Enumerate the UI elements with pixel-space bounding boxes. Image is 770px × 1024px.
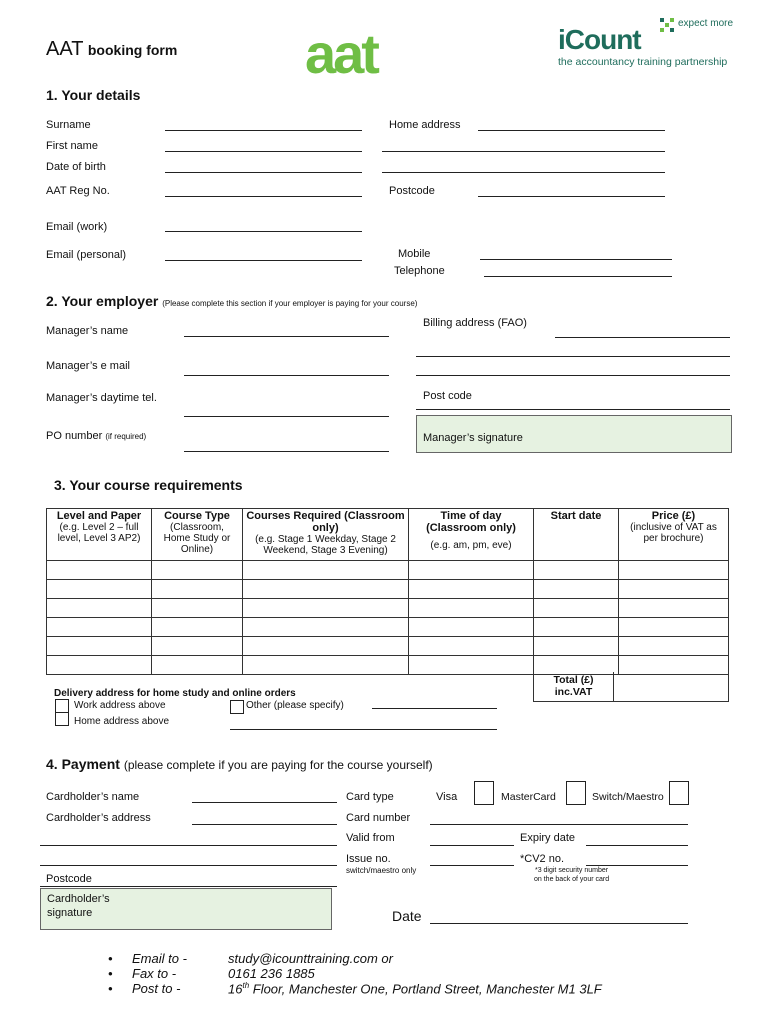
bullet-icon: • — [108, 981, 113, 997]
column-header — [243, 509, 409, 561]
course-heading: 3. Your course requirements — [54, 477, 243, 493]
valid-from-label: Valid from — [346, 832, 395, 844]
table-row[interactable] — [47, 599, 729, 618]
expiry-field[interactable] — [586, 845, 688, 846]
contact-post-row — [108, 981, 602, 996]
po-number-field[interactable] — [184, 451, 389, 452]
column-note: (e.g. am, pm, eve) — [430, 540, 512, 551]
reg-no-field[interactable] — [165, 196, 362, 197]
contact-post-sup: th — [242, 981, 250, 990]
signature-label-line: signature — [47, 907, 93, 919]
manager-signature-label: Manager’s signature — [423, 432, 523, 444]
icount-logo — [556, 14, 736, 74]
table-row[interactable] — [47, 637, 729, 656]
table-header-row — [47, 509, 729, 561]
column-title: Level and Paper — [56, 510, 142, 522]
payment-heading — [46, 756, 433, 772]
table-row[interactable] — [47, 580, 729, 599]
other-address-checkbox[interactable] — [230, 700, 244, 714]
column-note: (inclusive of VAT as — [630, 522, 717, 533]
bullet-icon: • — [108, 951, 113, 966]
other-address-field-2[interactable] — [230, 729, 497, 730]
payment-note: (please complete if you are paying for the course yourself) — [123, 758, 433, 772]
first-name-field[interactable] — [165, 151, 362, 152]
date-field[interactable] — [430, 923, 688, 924]
po-number-label — [46, 430, 146, 442]
contact-email-label: Email to - — [132, 951, 187, 966]
icount-subtitle: the accountancy training partnership — [558, 56, 728, 68]
signature-label-line: Cardholder’s — [47, 893, 110, 905]
issue-no-field[interactable] — [430, 865, 514, 866]
date-label: Date — [392, 908, 422, 924]
manager-name-field[interactable] — [184, 336, 389, 337]
contact-fax-row — [108, 966, 315, 981]
column-header — [619, 509, 729, 561]
card-number-field[interactable] — [430, 824, 688, 825]
valid-from-field[interactable] — [430, 845, 514, 846]
total-box[interactable] — [533, 672, 729, 702]
cardholder-name-label: Cardholder’s name — [46, 791, 140, 803]
table-row[interactable] — [47, 561, 729, 580]
cardholder-address-field-3[interactable] — [40, 865, 337, 866]
postcode-label: Postcode — [389, 185, 435, 197]
cardholder-address-field-2[interactable] — [40, 845, 337, 846]
card-number-label: Card number — [346, 812, 411, 824]
column-header — [534, 509, 619, 561]
column-title: Courses Required (Classroom only) — [246, 510, 405, 534]
contact-email-row — [108, 951, 393, 966]
delivery-heading: Delivery address for home study and online orders — [54, 688, 296, 699]
course-requirements-table — [46, 508, 729, 675]
contact-fax-label: Fax to - — [132, 966, 177, 981]
home-address-option-label: Home address above — [74, 716, 170, 727]
icount-tagline: expect more — [678, 18, 734, 29]
other-address-label: Other (please specify) — [246, 700, 344, 711]
email-personal-label: Email (personal) — [46, 249, 127, 261]
column-title: Time of day (Classroom only) — [426, 510, 516, 534]
telephone-label: Telephone — [394, 265, 445, 277]
switch-checkbox[interactable] — [669, 781, 689, 805]
billing-field-2[interactable] — [416, 356, 730, 357]
contact-post-label: Post to - — [132, 981, 181, 997]
payment-postcode-label: Postcode — [46, 873, 92, 885]
switch-only-note: switch/maestro only — [346, 866, 417, 875]
employer-note: (Please complete this section if your employer is paying for your course) — [162, 299, 418, 308]
home-address-label: Home address — [389, 119, 461, 131]
mastercard-checkbox[interactable] — [566, 781, 586, 805]
cardholder-signature-box[interactable] — [40, 888, 332, 930]
visa-checkbox[interactable] — [474, 781, 494, 805]
column-note: (Classroom, — [170, 522, 224, 533]
column-title: Price (£) — [651, 510, 696, 522]
work-address-label: Work address above — [74, 700, 166, 711]
column-note: (e.g. Level 2 – full — [59, 522, 139, 533]
mobile-label: Mobile — [398, 248, 431, 260]
cardholder-address-field-1[interactable] — [192, 824, 337, 825]
billing-label: Billing address (FAO) — [423, 317, 527, 329]
mobile-field[interactable] — [480, 259, 672, 260]
column-title: Start date — [550, 510, 602, 522]
aat-logo: aat — [305, 22, 377, 85]
work-address-checkbox[interactable] — [55, 699, 69, 713]
email-work-label: Email (work) — [46, 221, 108, 233]
manager-signature-box[interactable] — [416, 415, 732, 453]
home-address-checkbox[interactable] — [55, 712, 69, 726]
home-address-field-2[interactable] — [382, 151, 665, 152]
column-header — [47, 509, 152, 561]
issue-no-label: Issue no. — [346, 853, 391, 865]
icount-squares-icon — [660, 18, 674, 32]
cardholder-name-field[interactable] — [192, 802, 337, 803]
column-header — [409, 509, 534, 561]
mastercard-label: MasterCard — [501, 791, 556, 803]
icount-wordmark: iCount — [558, 24, 641, 55]
manager-tel-label: Manager’s daytime tel. — [46, 392, 157, 404]
payment-heading-text: 4. Payment — [46, 756, 120, 772]
total-label — [533, 674, 614, 698]
cv2-label: *CV2 no. — [520, 853, 565, 865]
card-type-label: Card type — [346, 791, 394, 803]
post-code-field[interactable] — [416, 409, 730, 410]
visa-label: Visa — [436, 791, 458, 803]
dob-field[interactable] — [165, 172, 362, 173]
cardholder-signature-label — [47, 892, 110, 920]
manager-name-label: Manager’s name — [46, 325, 129, 337]
billing-field-3[interactable] — [416, 375, 730, 376]
first-name-label: First name — [46, 140, 98, 152]
billing-field-1[interactable] — [555, 337, 730, 338]
bullet-icon: • — [108, 966, 113, 981]
total-label-line: Total (£) — [553, 674, 594, 686]
cv2-note-line: *3 digit security number — [534, 867, 609, 874]
employer-heading-text: 2. Your employer — [46, 293, 159, 309]
column-note: (e.g. Stage 1 Weekday, Stage 2 — [255, 534, 396, 545]
payment-postcode-field[interactable] — [40, 886, 337, 887]
cv2-note — [534, 866, 609, 884]
dob-label: Date of birth — [46, 161, 106, 173]
column-note: Home Study or — [163, 533, 231, 544]
switch-label: Switch/Maestro — [592, 791, 664, 803]
table-row[interactable] — [47, 618, 729, 637]
reg-no-label: AAT Reg No. — [46, 185, 110, 197]
other-address-field-1[interactable] — [372, 708, 497, 709]
contact-email-value[interactable]: study@icounttraining.com or — [228, 951, 393, 966]
post-code-label: Post code — [423, 390, 472, 402]
manager-tel-field[interactable] — [184, 416, 389, 417]
home-address-field-3[interactable] — [382, 172, 665, 173]
expiry-label: Expiry date — [520, 832, 576, 844]
cv2-note-line: on the back of your card — [534, 876, 610, 883]
postcode-field[interactable] — [478, 196, 665, 197]
contact-post-number: 16 — [228, 981, 243, 997]
total-label-line: inc.VAT — [554, 686, 593, 698]
po-number-text: PO number — [46, 430, 103, 442]
surname-label: Surname — [46, 119, 91, 131]
form-title — [46, 38, 177, 61]
details-heading: 1. Your details — [46, 87, 141, 103]
po-number-note: (if required) — [105, 432, 147, 441]
column-note: Online) — [180, 544, 214, 555]
telephone-field[interactable] — [484, 276, 672, 277]
column-note: level, Level 3 AP2) — [57, 533, 141, 544]
column-note: per brochure) — [643, 533, 704, 544]
home-address-field-1[interactable] — [478, 130, 665, 131]
manager-email-label: Manager’s e mail — [46, 360, 130, 372]
email-personal-field[interactable] — [165, 260, 362, 261]
email-work-field[interactable] — [165, 231, 362, 232]
form-title-sub: booking form — [87, 42, 178, 58]
cardholder-address-label: Cardholder’s address — [46, 812, 151, 824]
employer-heading — [46, 293, 417, 309]
manager-email-field[interactable] — [184, 375, 389, 376]
column-title: Course Type — [164, 510, 230, 522]
form-title-main: AAT — [46, 38, 84, 60]
contact-post-value: Floor, Manchester One, Portland Street, Manchester M1 3LF — [249, 981, 602, 997]
surname-field[interactable] — [165, 130, 362, 131]
contact-fax-value: 0161 236 1885 — [228, 966, 315, 981]
column-header — [152, 509, 243, 561]
column-note: Weekend, Stage 3 Evening) — [263, 545, 388, 556]
